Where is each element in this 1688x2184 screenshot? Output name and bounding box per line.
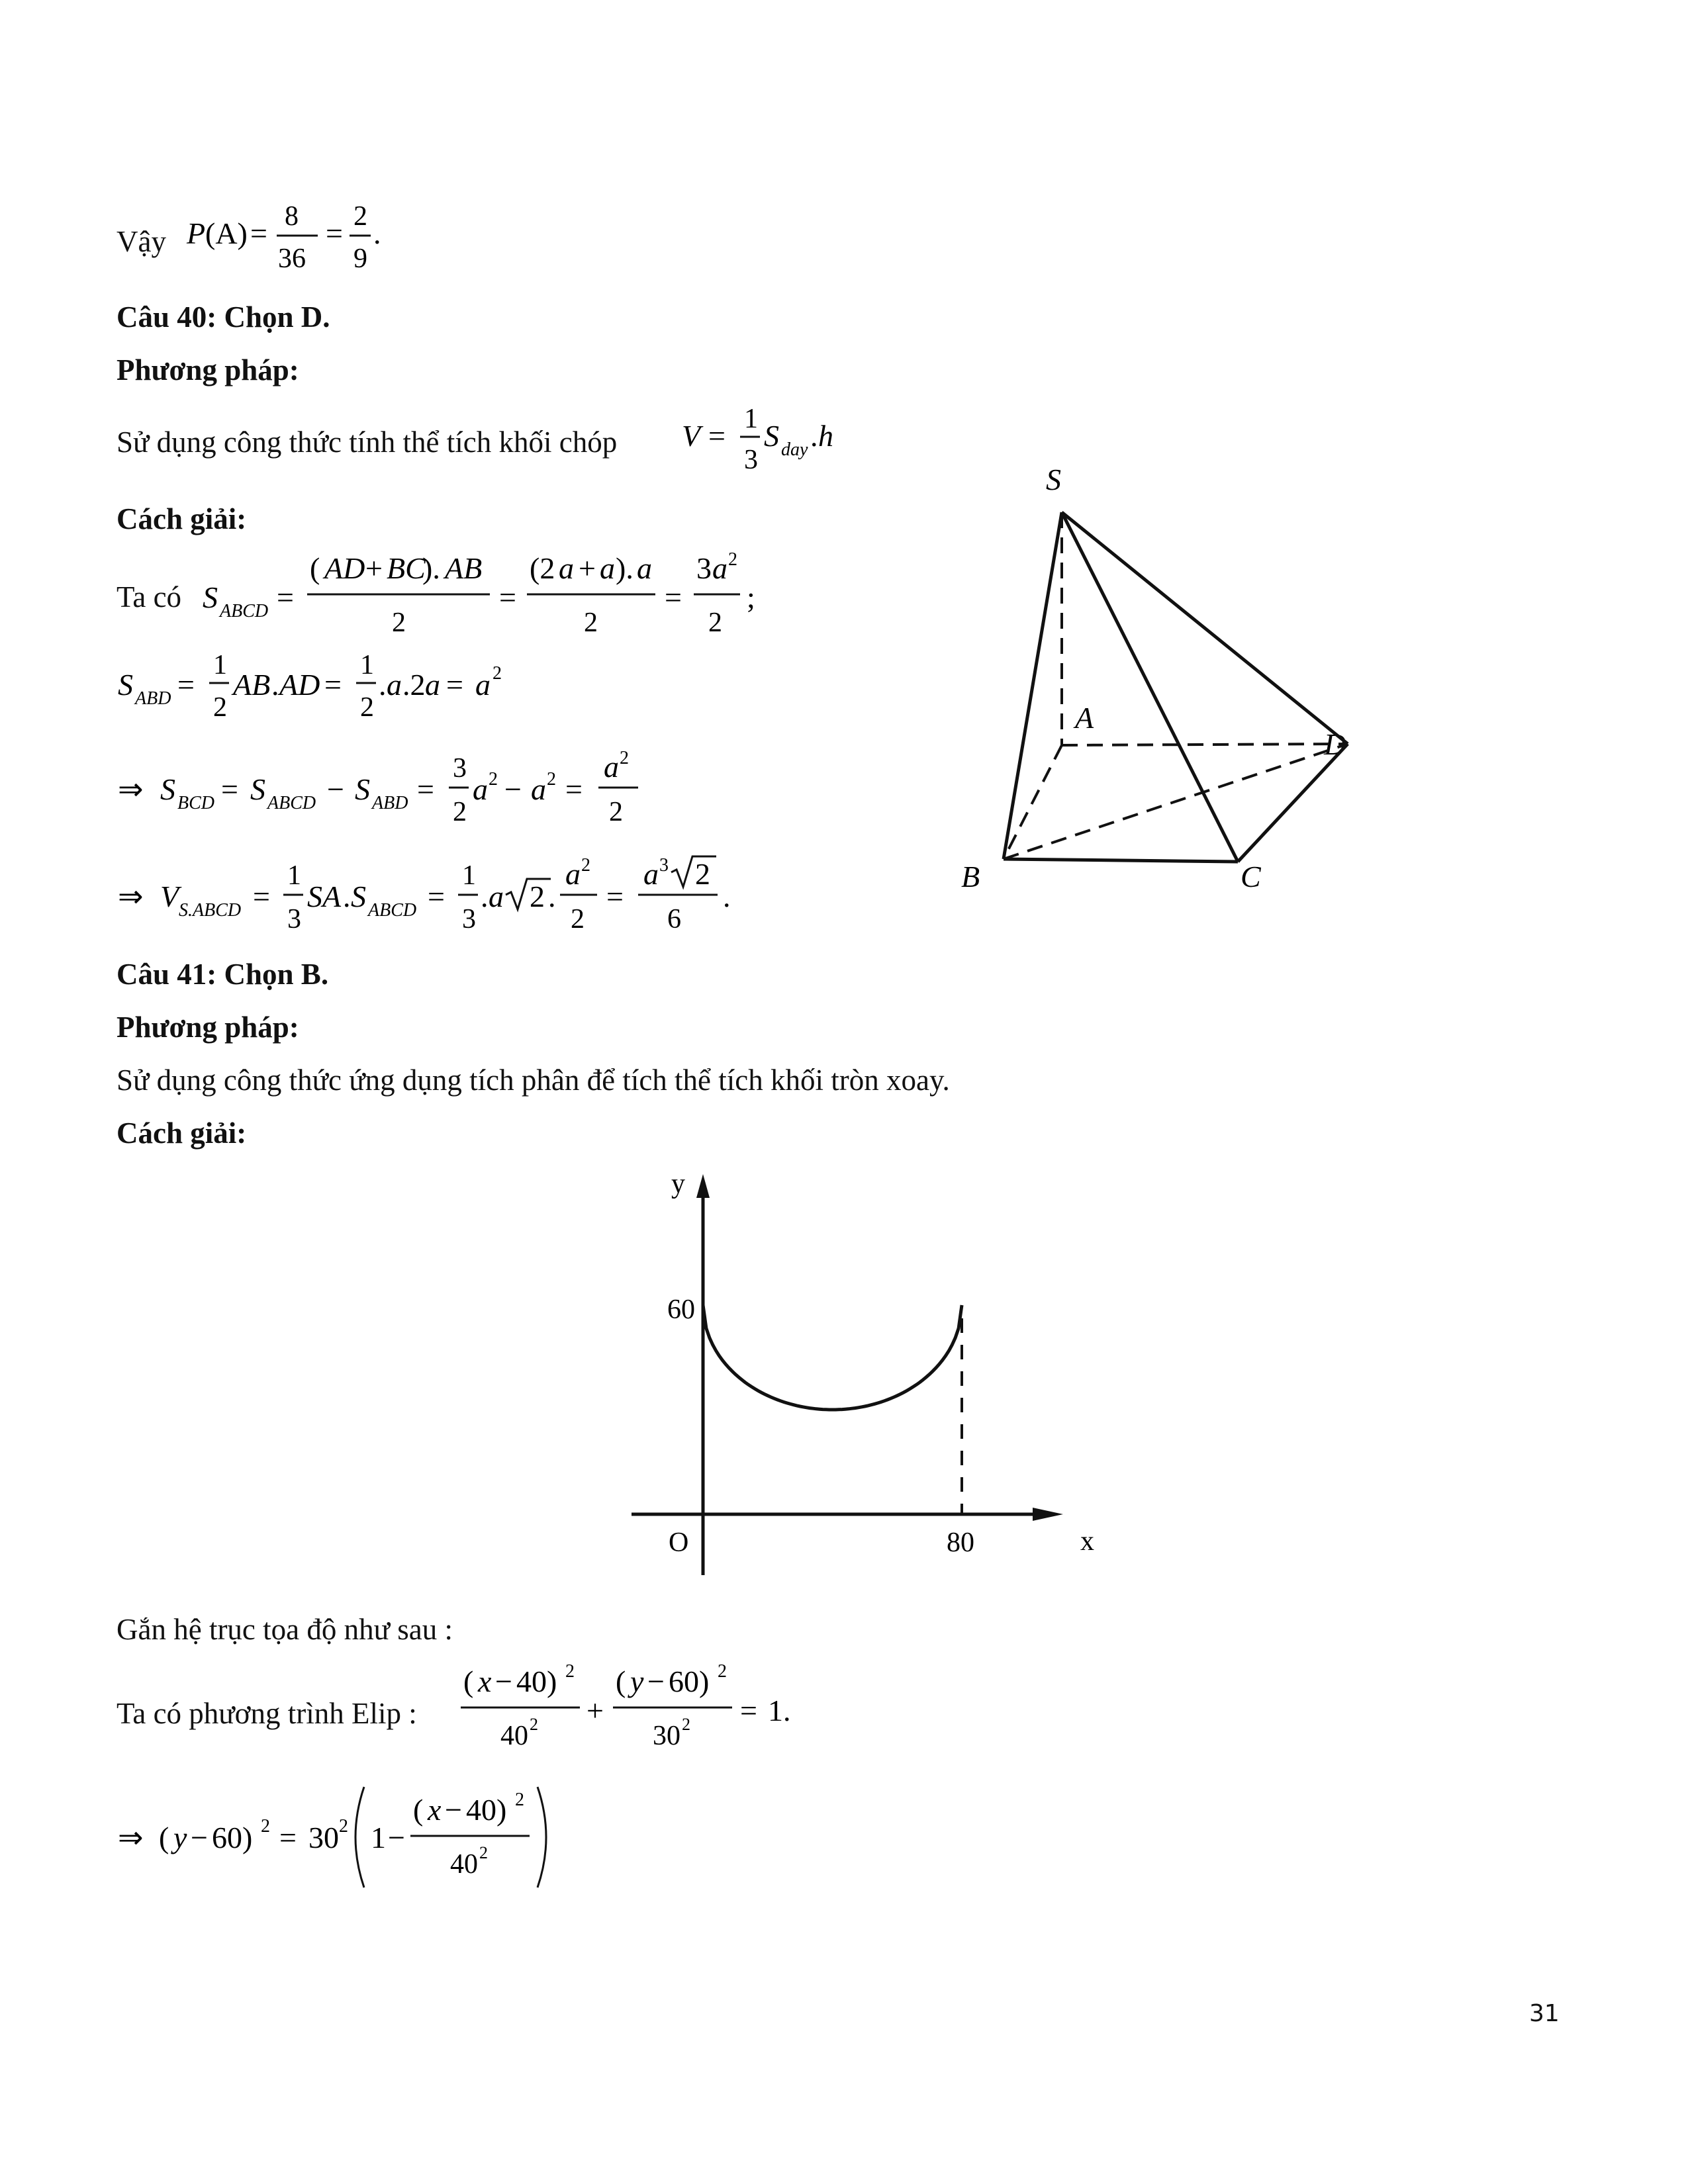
svg-text:S: S <box>118 668 133 702</box>
svg-text:−: − <box>495 1664 512 1698</box>
svg-text:=: = <box>428 880 445 913</box>
svg-text:2: 2 <box>515 1790 524 1810</box>
svg-text:=: = <box>324 668 342 702</box>
svg-text:=: = <box>326 216 343 250</box>
svg-text:1: 1 <box>462 860 476 891</box>
svg-text:2: 2 <box>682 1715 690 1734</box>
label-s: S <box>1046 463 1061 496</box>
svg-text:x: x <box>478 1664 492 1698</box>
svg-text:.: . <box>810 419 818 453</box>
svg-text:1: 1 <box>360 650 374 680</box>
svg-text:1: 1 <box>287 860 301 891</box>
q40-method-text: Sử dụng công thức tính thể tích khối chóp <box>117 426 618 459</box>
svg-text:a: a <box>604 750 619 784</box>
result-prefix: Vậy <box>117 225 166 258</box>
svg-text:+: + <box>579 551 596 585</box>
svg-text:⇒: ⇒ <box>118 772 144 806</box>
y-axis-arrow <box>696 1174 710 1198</box>
svg-text:9: 9 <box>353 244 367 274</box>
origin-label: O <box>669 1527 689 1558</box>
svg-text:BCD: BCD <box>177 793 214 813</box>
svg-text:ABCD: ABCD <box>267 793 316 813</box>
svg-text:2: 2 <box>565 1661 575 1682</box>
svg-text:x: x <box>428 1793 442 1827</box>
svg-text:S: S <box>351 880 366 913</box>
q41-derived-formula <box>114 1774 590 1896</box>
q40-step1-formula <box>199 541 808 651</box>
q40-method-heading: Phương pháp: <box>117 353 299 387</box>
svg-text:40: 40 <box>450 1849 478 1880</box>
svg-text:2: 2 <box>718 1661 727 1682</box>
svg-text:S.ABCD: S.ABCD <box>179 900 242 921</box>
svg-text:.: . <box>379 668 387 702</box>
q40-method-formula <box>675 397 874 486</box>
svg-text:=: = <box>708 419 726 453</box>
q41-method-text: Sử dụng công thức ứng dụng tích phân để tích thể tích khối tròn xoay. <box>117 1064 950 1097</box>
pyramid-solid-edges <box>1004 512 1348 862</box>
svg-text:.2: .2 <box>402 668 426 702</box>
svg-text:BC: BC <box>387 551 426 585</box>
svg-text:⇒: ⇒ <box>118 1821 144 1854</box>
q40-solution-heading: Cách giải: <box>117 502 247 535</box>
svg-text:=: = <box>565 772 583 806</box>
svg-text:−: − <box>388 1821 405 1854</box>
svg-text:.: . <box>481 880 489 913</box>
svg-text:2: 2 <box>530 1715 538 1734</box>
svg-text:2: 2 <box>530 880 545 913</box>
page-number: 31 <box>1529 2000 1560 2027</box>
svg-text:=: = <box>177 668 195 702</box>
x-label: x <box>1080 1526 1094 1557</box>
svg-text:a: a <box>489 880 504 913</box>
svg-text:=: = <box>417 772 434 806</box>
svg-text:2: 2 <box>479 1843 488 1862</box>
svg-text:.: . <box>343 880 351 913</box>
q40-step2-formula <box>114 642 564 738</box>
svg-text:ABCD: ABCD <box>220 601 269 621</box>
q41-method-heading: Phương pháp: <box>117 1011 299 1044</box>
svg-text:2: 2 <box>213 692 227 723</box>
svg-text:a: a <box>565 857 581 891</box>
svg-text:2: 2 <box>609 797 623 827</box>
svg-text:2: 2 <box>261 1816 270 1837</box>
svg-text:2: 2 <box>581 855 590 876</box>
svg-text:a: a <box>712 551 727 585</box>
q41-ellipse-formula <box>457 1655 827 1764</box>
x-tick-80: 80 <box>947 1527 974 1558</box>
svg-text:=: = <box>250 216 267 250</box>
svg-text:day: day <box>781 439 808 460</box>
svg-text:AB: AB <box>233 668 271 702</box>
svg-text:2: 2 <box>584 608 598 638</box>
q40-step4-formula <box>114 843 776 952</box>
result-formula-render <box>179 199 404 285</box>
svg-text:AD: AD <box>279 668 320 702</box>
svg-text:.: . <box>271 668 279 702</box>
svg-text:=: = <box>740 1694 757 1727</box>
svg-text:⇒: ⇒ <box>118 880 144 913</box>
svg-text:40: 40 <box>500 1721 528 1751</box>
svg-text:=: = <box>277 580 294 614</box>
svg-text:36: 36 <box>278 244 306 274</box>
svg-text:6: 6 <box>667 904 681 934</box>
svg-text:SA: SA <box>307 880 342 913</box>
q41-heading: Câu 41: Chọn B. <box>117 958 329 991</box>
svg-text:3: 3 <box>696 551 712 585</box>
y-label: y <box>671 1169 685 1199</box>
svg-text:S: S <box>250 772 265 806</box>
svg-text:2: 2 <box>492 663 502 684</box>
svg-text:a: a <box>637 551 652 585</box>
svg-text:a: a <box>475 668 491 702</box>
svg-text:a: a <box>473 772 488 806</box>
svg-text:+: + <box>586 1694 604 1727</box>
svg-text:a: a <box>559 551 574 585</box>
svg-text:=: = <box>446 668 463 702</box>
q41-coord-text: Gắn hệ trục tọa độ như sau : <box>117 1613 453 1646</box>
svg-text:h: h <box>818 419 833 453</box>
svg-text:.: . <box>373 216 381 250</box>
svg-text:−: − <box>191 1821 208 1854</box>
svg-text:S: S <box>160 772 175 806</box>
q40-step1-prefix: Ta có <box>117 580 182 614</box>
svg-text:3: 3 <box>453 753 467 784</box>
svg-text:30: 30 <box>308 1821 339 1854</box>
svg-text:2: 2 <box>695 857 710 891</box>
svg-text:(: ( <box>413 1793 424 1827</box>
svg-text:2: 2 <box>620 748 629 768</box>
svg-text:(2: (2 <box>530 551 555 585</box>
svg-text:a: a <box>387 668 402 702</box>
svg-text:y: y <box>630 1664 644 1698</box>
svg-text:AD: AD <box>324 551 365 585</box>
svg-text:.: . <box>723 880 731 913</box>
svg-text:1: 1 <box>213 650 227 680</box>
svg-text:−: − <box>647 1664 665 1698</box>
svg-text:=: = <box>606 880 624 913</box>
svg-text:2: 2 <box>353 201 367 232</box>
svg-text:a: a <box>643 857 659 891</box>
label-d: D <box>1324 727 1346 761</box>
q40-heading: Câu 40: Chọn D. <box>117 300 330 334</box>
q41-ellipse-prefix: Ta có phương trình Elip : <box>117 1697 417 1730</box>
svg-text:1: 1 <box>371 1821 386 1854</box>
svg-text:−: − <box>504 772 522 806</box>
svg-text:).: ). <box>422 551 440 585</box>
svg-text:+: + <box>365 551 383 585</box>
svg-text:40): 40) <box>516 1664 557 1698</box>
x-axis-arrow <box>1033 1508 1063 1521</box>
svg-text:ABCD: ABCD <box>368 900 417 921</box>
svg-text:3: 3 <box>287 904 301 934</box>
svg-text:S: S <box>203 580 218 614</box>
svg-text:.: . <box>548 880 556 913</box>
svg-text:=: = <box>253 880 270 913</box>
svg-text:=: = <box>499 580 516 614</box>
svg-text:2: 2 <box>360 692 374 723</box>
svg-text:y: y <box>173 1821 187 1854</box>
svg-text:a: a <box>425 668 440 702</box>
svg-text:=: = <box>279 1821 297 1854</box>
svg-text:V: V <box>160 880 179 913</box>
svg-text:).: ). <box>616 551 633 585</box>
svg-text:2: 2 <box>392 608 406 638</box>
svg-text:;: ; <box>747 580 755 614</box>
label-b: B <box>961 860 980 893</box>
svg-text:(: ( <box>310 551 320 585</box>
svg-text:a: a <box>531 772 546 806</box>
svg-text:3: 3 <box>659 855 669 876</box>
svg-text:AB: AB <box>445 551 483 585</box>
label-c: C <box>1241 860 1261 893</box>
svg-text:2: 2 <box>728 549 737 570</box>
svg-text:60): 60) <box>669 1664 710 1698</box>
svg-text:S: S <box>764 419 779 453</box>
svg-text:(: ( <box>463 1664 474 1698</box>
y-tick-60: 60 <box>667 1295 695 1325</box>
q40-step3-formula <box>114 740 710 842</box>
svg-text:ABD: ABD <box>372 793 408 813</box>
svg-text:a: a <box>600 551 615 585</box>
svg-text:2: 2 <box>339 1816 348 1837</box>
q41-solution-heading: Cách giải: <box>117 1116 247 1150</box>
svg-text:3: 3 <box>744 445 758 475</box>
svg-text:2: 2 <box>547 769 556 790</box>
svg-text:−: − <box>445 1793 462 1827</box>
svg-text:ABD: ABD <box>135 688 171 709</box>
svg-text:1: 1 <box>744 404 758 434</box>
ellipse-graph <box>609 1165 1112 1598</box>
pyramid-hidden-edges <box>1004 512 1348 859</box>
svg-text:V: V <box>682 419 701 453</box>
svg-text:8: 8 <box>285 201 299 232</box>
svg-text:−: − <box>327 772 344 806</box>
svg-text:2: 2 <box>489 769 498 790</box>
svg-text:=: = <box>221 772 238 806</box>
svg-text:(A): (A) <box>205 216 248 250</box>
svg-text:2: 2 <box>571 904 585 934</box>
svg-text:1.: 1. <box>768 1694 791 1727</box>
svg-text:2: 2 <box>708 608 722 638</box>
svg-text:S: S <box>355 772 370 806</box>
svg-text:=: = <box>665 580 682 614</box>
svg-text:40): 40) <box>466 1793 507 1827</box>
svg-text:60): 60) <box>212 1821 253 1854</box>
svg-text:3: 3 <box>462 904 476 934</box>
svg-text:(: ( <box>616 1664 626 1698</box>
label-a: A <box>1075 701 1094 735</box>
svg-text:P: P <box>187 216 206 250</box>
pyramid-figure <box>953 457 1456 910</box>
result-formula <box>179 199 404 288</box>
svg-text:(: ( <box>159 1821 169 1854</box>
ellipse-curve <box>703 1305 962 1410</box>
svg-text:2: 2 <box>453 797 467 827</box>
svg-text:30: 30 <box>653 1721 680 1751</box>
